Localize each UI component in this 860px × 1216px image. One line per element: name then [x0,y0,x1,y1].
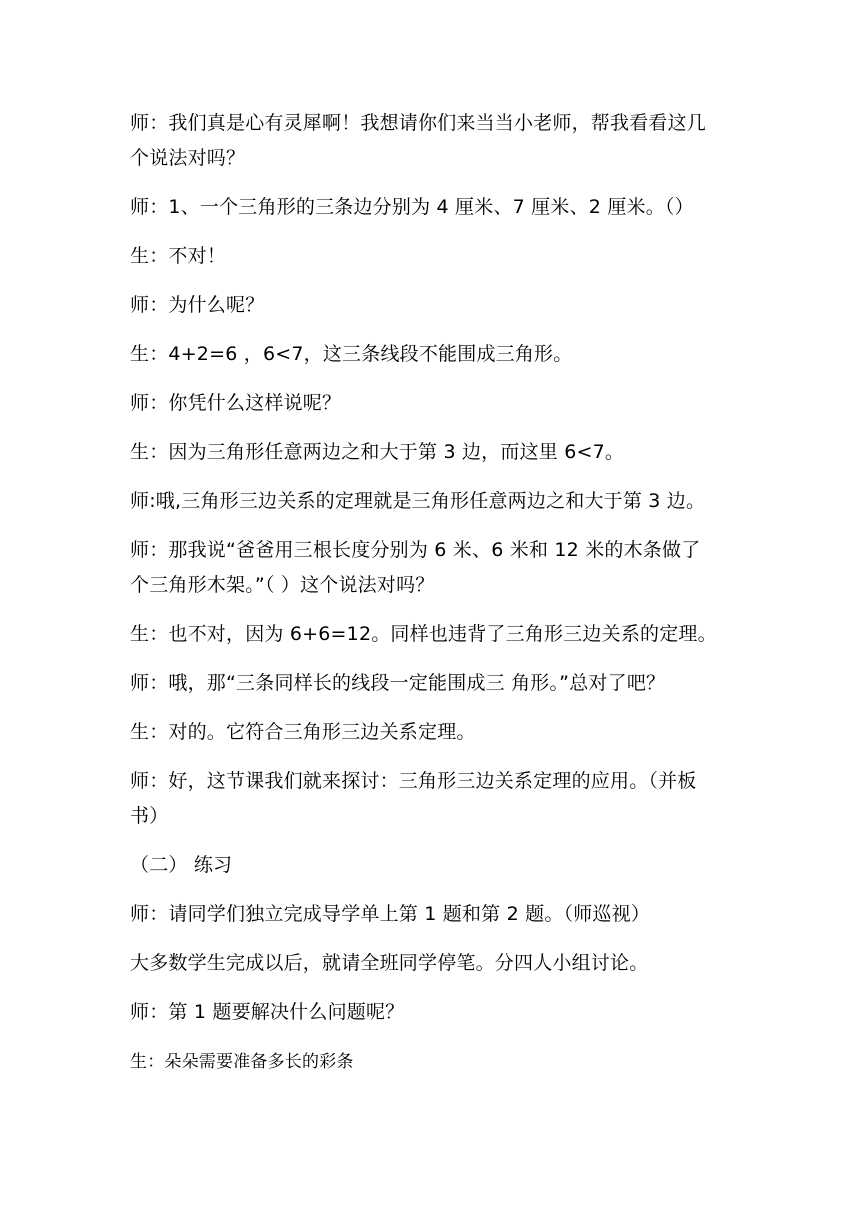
text-line: 师：那我说“爸爸用三根长度分别为 6 米、6 米和 12 米的木条做了 [130,539,701,561]
text-line: 个三角形木架。”（ ）这个说法对吗？ [130,574,435,596]
text-line: 师：为什么呢？ [130,294,265,316]
text-line: 师：1、一个三角形的三条边分别为 4 厘米、7 厘米、2 厘米。（） [130,196,694,218]
text-line: 师：哦，那“三条同样长的线段一定能围成三 角形。”总对了吧？ [130,672,666,694]
text-line: 生：不对！ [130,245,227,267]
text-line: 师:哦,三角形三边关系的定理就是三角形任意两边之和大于第 3 边。 [130,490,706,512]
text-line: 生：对的。它符合三角形三边关系定理。 [130,721,476,743]
text-line: 生：4+2=6 ，6<7，这三条线段不能围成三角形。 [130,343,573,365]
text-line: 师：好，这节课我们就来探讨：三角形三边关系定理的应用。（并板 [130,770,697,792]
text-line: 师：请同学们独立完成导学单上第 1 题和第 2 题。（师巡视） [130,903,651,925]
text-line: 师：我们真是心有灵犀啊！我想请你们来当当小老师，帮我看看这几 [130,112,707,134]
text-line: 师：你凭什么这样说呢？ [130,392,342,414]
text-line: 书） [130,805,169,827]
text-line: 大多数学生完成以后，就请全班同学停笔。分四人小组讨论。 [130,952,649,974]
section-heading: （二） 练习 [130,854,233,876]
text-line: 个说法对吗？ [130,147,246,169]
text-line: 生：也不对，因为 6+6=12。同样也违背了三角形三边关系的定理。 [130,623,717,645]
text-line: 生：因为三角形任意两边之和大于第 3 边，而这里 6<7。 [130,441,625,463]
text-line: 师：第 1 题要解决什么问题呢？ [130,1001,405,1023]
text-line: 生：朵朵需要准备多长的彩条 [130,1052,354,1072]
